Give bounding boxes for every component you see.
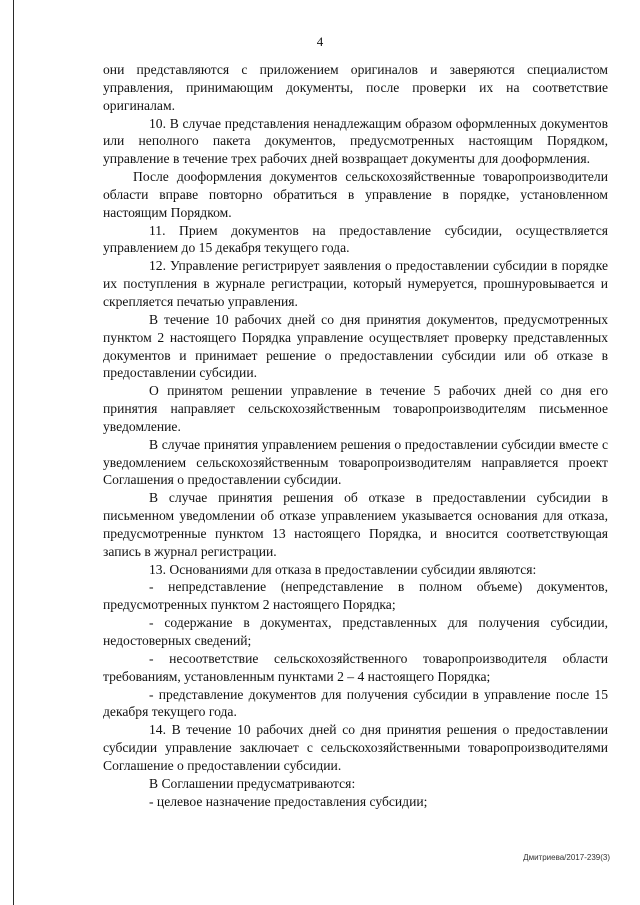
paragraph-item-10: 10. В случае представления ненадлежащим образом оформленных документов или неполного пакета документов, предусмотренных настоящим Порядком, управление в течение трех рабочих дней возвращает документы для дооформления. — [103, 115, 608, 167]
paragraph: После дооформления документов сельскохозяйственные товаропроизводители области вправе повторно обратиться в управление в порядке, установленном настоящим Порядком. — [103, 169, 608, 220]
page-number: 4 — [316, 34, 324, 49]
paragraph-continuation: они представляются с приложением оригиналов и заверяются специалистом управления, принимающим документы, после проверки их на соответствие оригиналам. — [103, 62, 608, 113]
list-item: - непредставление (непредставление в полном объеме) документов, предусмотренных пунктом 2 настоящего Порядка; — [103, 579, 608, 613]
paragraph: О принятом решении управление в течение 5 рабочих дней со дня его принятия направляет сельскохозяйственным товаропроизводителям письменное уведомление. — [103, 383, 608, 434]
list-item: - содержание в документах, представленных для получения субсидии, недостоверных сведений; — [103, 615, 608, 648]
paragraph: В случае принятия управлением решения о предоставлении субсидии вместе с уведомлением сельскохозяйственным товаропроизводителям направляется проект Соглашения о предоставлении субсидии. — [103, 436, 608, 488]
list-item: - несоответствие сельскохозяйственного товаропроизводителя области требованиям, установленным пунктами 2 – 4 настоящего Порядка; — [103, 650, 608, 684]
paragraph-item-14: 14. В течение 10 рабочих дней со дня принятия решения о предоставлении субсидии управление заключает с сельскохозяйственными товаропроизводителями Соглашение о предоставлении субсидии. — [103, 722, 608, 773]
footer-document-code: Дмитриева/2017-239(3) — [523, 853, 610, 862]
list-item: - представление документов для получения субсидии в управление после 15 декабря текущего года. — [103, 686, 608, 720]
paragraph-item-12: 12. Управление регистрирует заявления о предоставлении субсидии в порядке их поступления в журнале регистрации, который нумеруется, прошнуровывается и скрепляется печатью управления. — [103, 258, 608, 309]
paragraph: В Соглашении предусматриваются: — [149, 775, 356, 791]
scan-edge-line — [13, 0, 14, 905]
document-body — [103, 61, 608, 810]
list-item: - целевое назначение предоставления субсидии; — [149, 793, 428, 809]
paragraph-item-13: 13. Основаниями для отказа в предоставлении субсидии являются: — [149, 561, 537, 577]
paragraph: В случае принятия решения об отказе в предоставлении субсидии в письменном уведомлении об отказе управлением указывается основания для отказа, предусмотренные пунктом 13 настоящего Порядка, и вносится соответствующая запись в журнал регистрации. — [103, 490, 608, 559]
paragraph: В течение 10 рабочих дней со дня принятия документов, предусмотренных пунктом 2 настоящего Порядка управление осуществляет проверку представленных документов и принимает решение о предоставлении субсидии или об отказе в предоставлении субсидии. — [103, 311, 608, 381]
paragraph-item-11: 11. Прием документов на предоставление субсидии, осуществляется управлением до 15 декабря текущего года. — [103, 222, 608, 256]
